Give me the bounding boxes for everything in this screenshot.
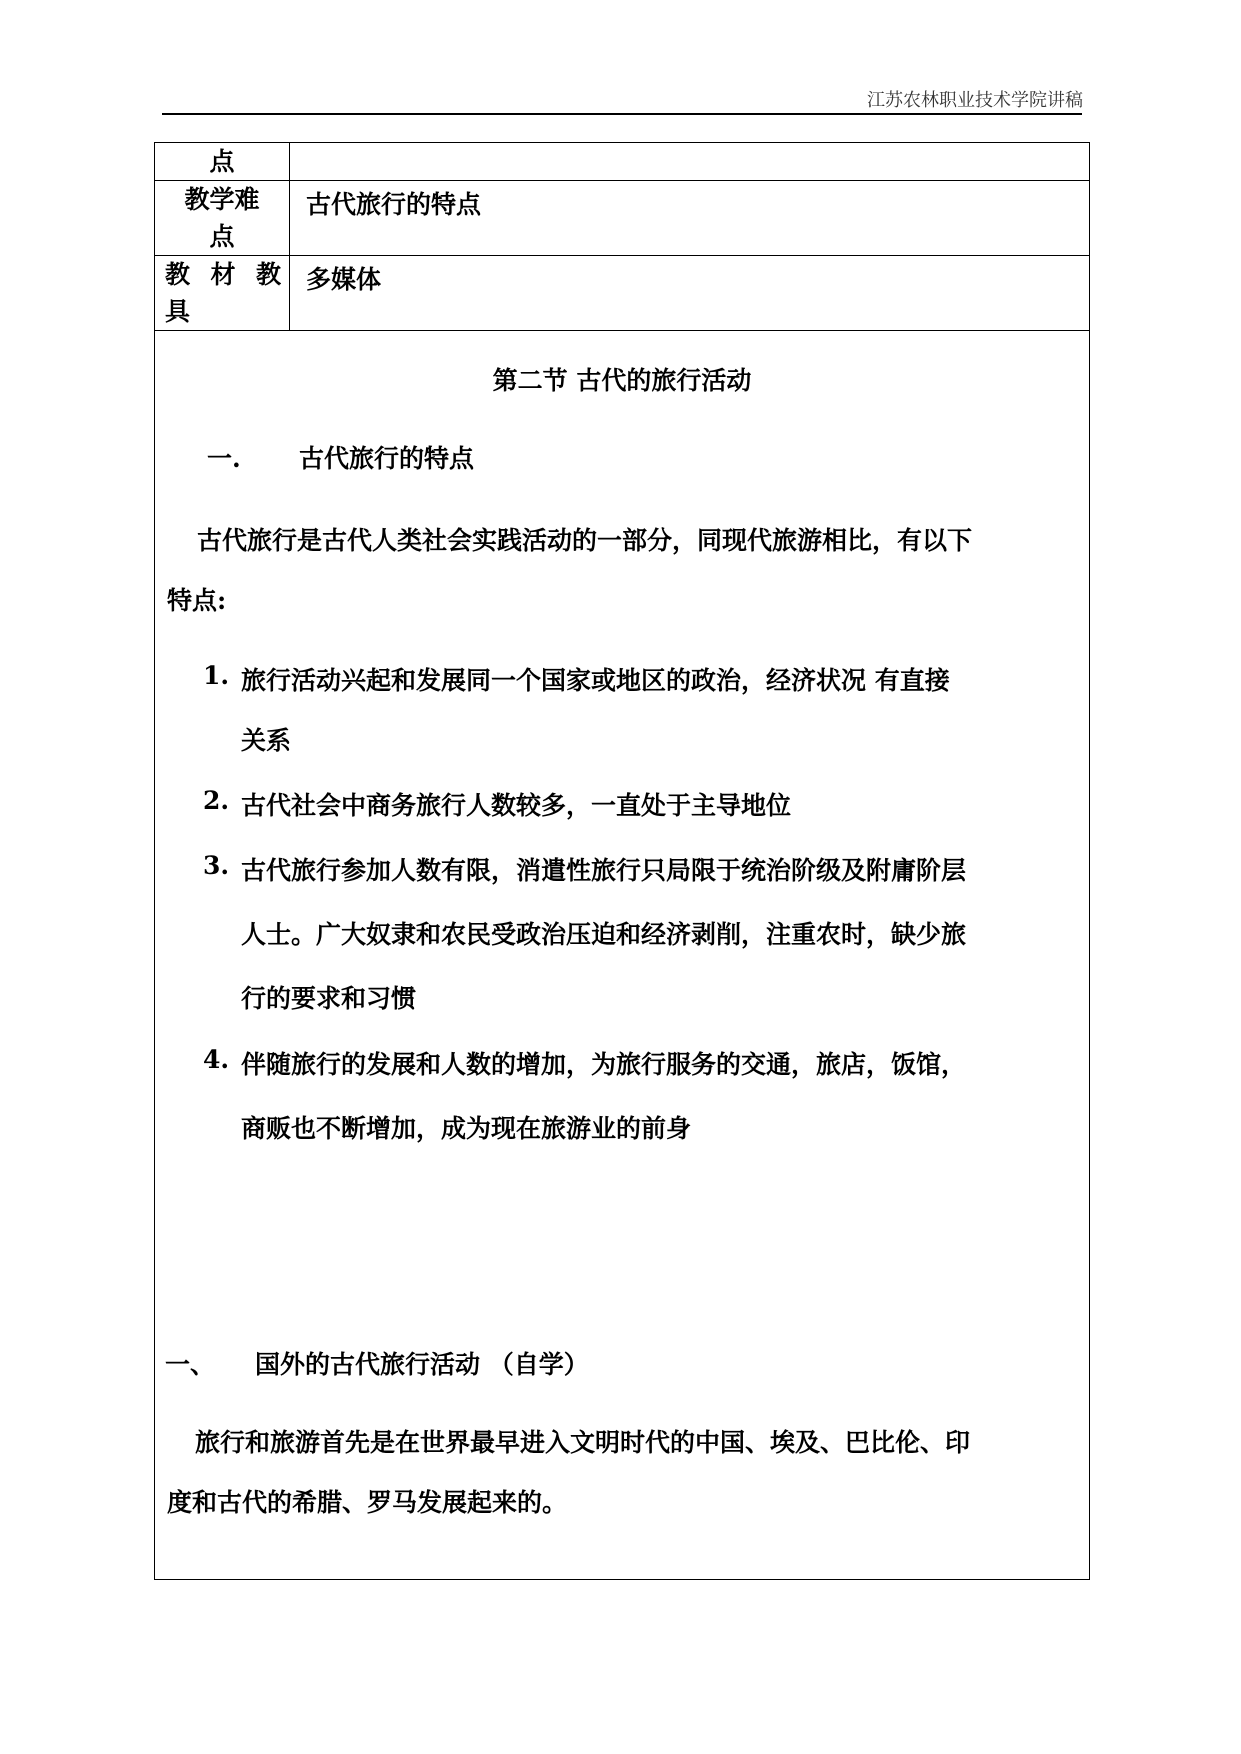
row-label-spread: [155, 256, 289, 293]
intro-line: 古代旅行是古代人类社会实践活动的一部分，同现代旅游相比，有以下: [197, 526, 973, 555]
list-item-line: 旅行活动兴起和发展同一个国家或地区的政治，经济状况 有直接: [241, 666, 950, 695]
list-item-line: 商贩也不断增加，成为现在旅游业的前身: [241, 1114, 692, 1143]
heading1-number: 一.: [207, 444, 241, 473]
row-label: [155, 256, 290, 331]
heading2-text: 国外的古代旅行活动 （自学）: [255, 1350, 589, 1379]
closing-line: 旅行和旅游首先是在世界最早进入文明时代的中国、埃及、巴比伦、印: [195, 1428, 971, 1457]
lesson-content-cell: [155, 331, 1090, 1580]
row-label: [155, 181, 290, 256]
list-item-line: 伴随旅行的发展和人数的增加，为旅行服务的交通，旅店，饭馆，: [241, 1050, 967, 1079]
difficult-point-value: 古代旅行的特点: [290, 181, 1090, 256]
lesson-content: [155, 331, 1089, 1579]
list-item-number: 4.: [203, 1045, 230, 1074]
list-item-number: 2.: [203, 786, 230, 815]
list-item-line: 关系: [241, 726, 292, 755]
list-item-line: 行的要求和习惯: [241, 984, 417, 1013]
header-rule: [162, 113, 1082, 115]
table-row: [155, 331, 1090, 1580]
row-value: [290, 143, 1090, 181]
table-row: [155, 256, 1090, 331]
section-title: 第二节 古代的旅行活动: [492, 366, 752, 395]
list-item-number: 3.: [203, 851, 230, 880]
row-label-text: 具: [165, 297, 191, 326]
heading1-text: 古代旅行的特点: [299, 444, 475, 473]
row-label: [155, 143, 290, 181]
row-label-char: 教: [255, 260, 281, 289]
table-row: [155, 181, 1090, 256]
row-label-text: 点: [209, 222, 235, 251]
row-label-text: 点: [209, 147, 235, 176]
intro-line: 特点:: [167, 586, 227, 615]
table-row: [155, 143, 1090, 181]
lesson-plan-table: [154, 142, 1090, 1580]
list-item-number: 1.: [203, 661, 230, 690]
teaching-aids-value: 多媒体: [290, 256, 1090, 331]
closing-line: 度和古代的希腊、罗马发展起来的。: [167, 1488, 568, 1517]
row-label-char: 教: [165, 260, 191, 289]
list-item-line: 人士。广大奴隶和农民受政治压迫和经济剥削，注重农时，缺少旅: [241, 920, 967, 949]
list-item-line: 古代旅行参加人数有限，消遣性旅行只局限于统治阶级及附庸阶层: [241, 856, 967, 885]
row-label-text: 教学难: [184, 185, 260, 214]
header-institution: 江苏农林职业技术学院讲稿: [867, 90, 1083, 111]
heading2-number: 一、: [165, 1350, 216, 1379]
list-item-line: 古代社会中商务旅行人数较多，一直处于主导地位: [241, 791, 792, 820]
row-label-char: 材: [210, 260, 236, 289]
